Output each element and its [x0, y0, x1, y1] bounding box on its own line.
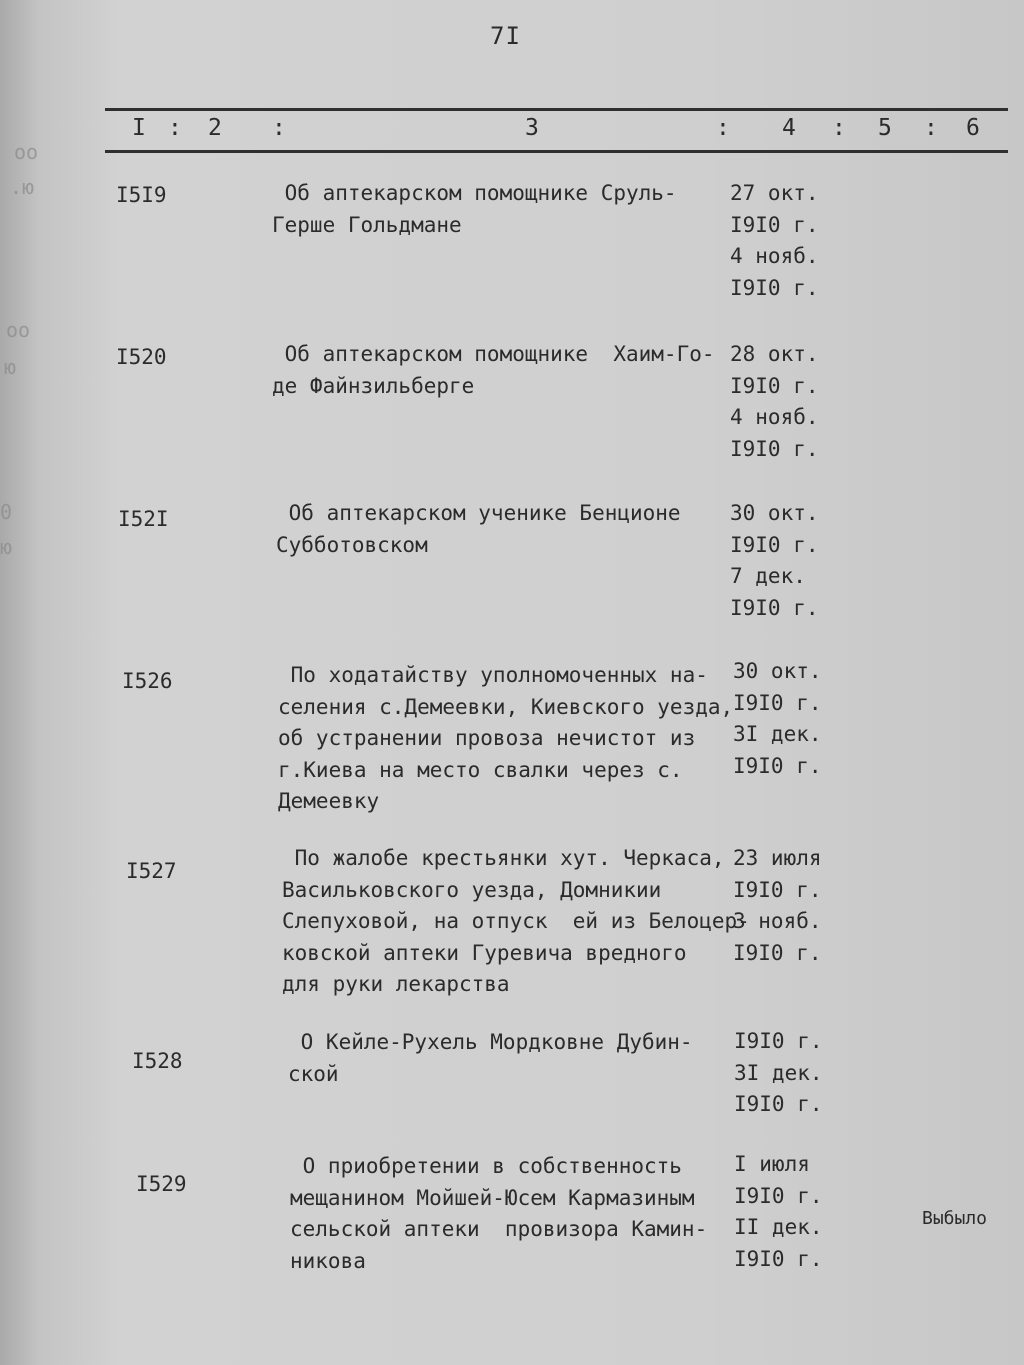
entry-number: I526 — [122, 669, 173, 693]
entry-dates: 23 июля I9I0 г. 3 нояб. I9I0 г. — [733, 846, 822, 965]
entry-description: По ходатайству уполномоченных на- селения с.Демеевки, Киевского уезда, об устранении провоза нечистот из г.Киева на место свалки через с. Демеевку — [278, 663, 734, 813]
entry-dates: 27 окт. I9I0 г. 4 нояб. I9I0 г. — [730, 181, 819, 300]
document-page: 7I I : 2 : 3 : 4 : 5 : 6 оо .ю оо ю 0 ю I5I9 Об аптекарском помощнике Сруль- Герше Гольдмане 27 окт. I9I0 г. 4 нояб. I9I0 г. I520 Об аптекарском помощнике Хаим-Го- де Файнзильберге 28 окт. I9I0 г. 4 нояб. I9I0 г. I52I Об аптекарском ученике Бенционе Субботовском 30 окт. I9I0 г. 7 дек. I9I0 г. I526 По ходатайству уполномоченных на- селения с.Демеевки, Киевского уезда, об устранении провоза нечистот из г.Киева на место свалки через с. Демеевку 30 окт. I9I0 г. 3I дек. I9I0 г. I527 По жалобе крестьянки хут. Черкаса, Васильковского уезда, Домникии Слепуховой, на отпуск ей из Белоцер- ковской аптеки Гуревича вредного для руки лекарства 23 июля I9I0 г. 3 нояб. I9I0 г. I528 О Кейле-Рухель Мордковне Дубин- ской I9I0 г. 3I дек. I9I0 г. I529 О приобретении в собственность мещанином Мойшей-Юсем Кармазиным сельской аптеки провизора Камин- никова I июля I9I0 г. II дек. I9I0 г. Выбыло — [0, 0, 1024, 1365]
entry-description: О Кейле-Рухель Мордковне Дубин- ской — [288, 1030, 693, 1086]
entry-note: Выбыло — [922, 1208, 988, 1229]
entry-dates: I9I0 г. 3I дек. I9I0 г. — [734, 1029, 823, 1116]
column-header-6: 6 — [966, 115, 980, 141]
page-number: 7I — [490, 22, 521, 50]
entry-number: I520 — [116, 345, 167, 369]
column-header-3: 3 — [525, 115, 539, 141]
entry-dates: I июля I9I0 г. II дек. I9I0 г. — [734, 1152, 823, 1271]
entry-number: I529 — [136, 1172, 187, 1196]
column-header-2: 2 — [208, 115, 222, 141]
column-separator: : — [716, 115, 730, 141]
column-separator: : — [924, 115, 938, 141]
entry-number: I52I — [118, 507, 169, 531]
entry-description: Об аптекарском помощнике Хаим-Го- де Файнзильберге — [272, 342, 715, 398]
entry-dates: 30 окт. I9I0 г. 3I дек. I9I0 г. — [733, 659, 822, 778]
column-separator: : — [168, 115, 182, 141]
entry-description: О приобретении в собственность мещанином Мойшей-Юсем Кармазиным сельской аптеки провизора Камин- никова — [290, 1154, 708, 1273]
table-header-rule — [105, 150, 1008, 153]
entry-dates: 30 окт. I9I0 г. 7 дек. I9I0 г. — [730, 501, 819, 620]
column-header-4: 4 — [782, 115, 796, 141]
table-top-rule — [105, 108, 1008, 111]
entry-description: Об аптекарском помощнике Сруль- Герше Гольдмане — [272, 181, 677, 237]
entry-number: I527 — [126, 859, 177, 883]
column-header-5: 5 — [878, 115, 892, 141]
entry-dates: 28 окт. I9I0 г. 4 нояб. I9I0 г. — [730, 342, 819, 461]
column-separator: : — [272, 115, 286, 141]
entry-description: Об аптекарском ученике Бенционе Субботовском — [276, 501, 681, 557]
entry-number: I5I9 — [116, 183, 167, 207]
entry-description: По жалобе крестьянки хут. Черкаса, Васильковского уезда, Домникии Слепуховой, на отпуск ей из Белоцер- ковской аптеки Гуревича вредного для руки лекарства — [282, 846, 750, 996]
entry-number: I528 — [132, 1049, 183, 1073]
column-header-1: I — [132, 115, 146, 141]
column-separator: : — [832, 115, 846, 141]
